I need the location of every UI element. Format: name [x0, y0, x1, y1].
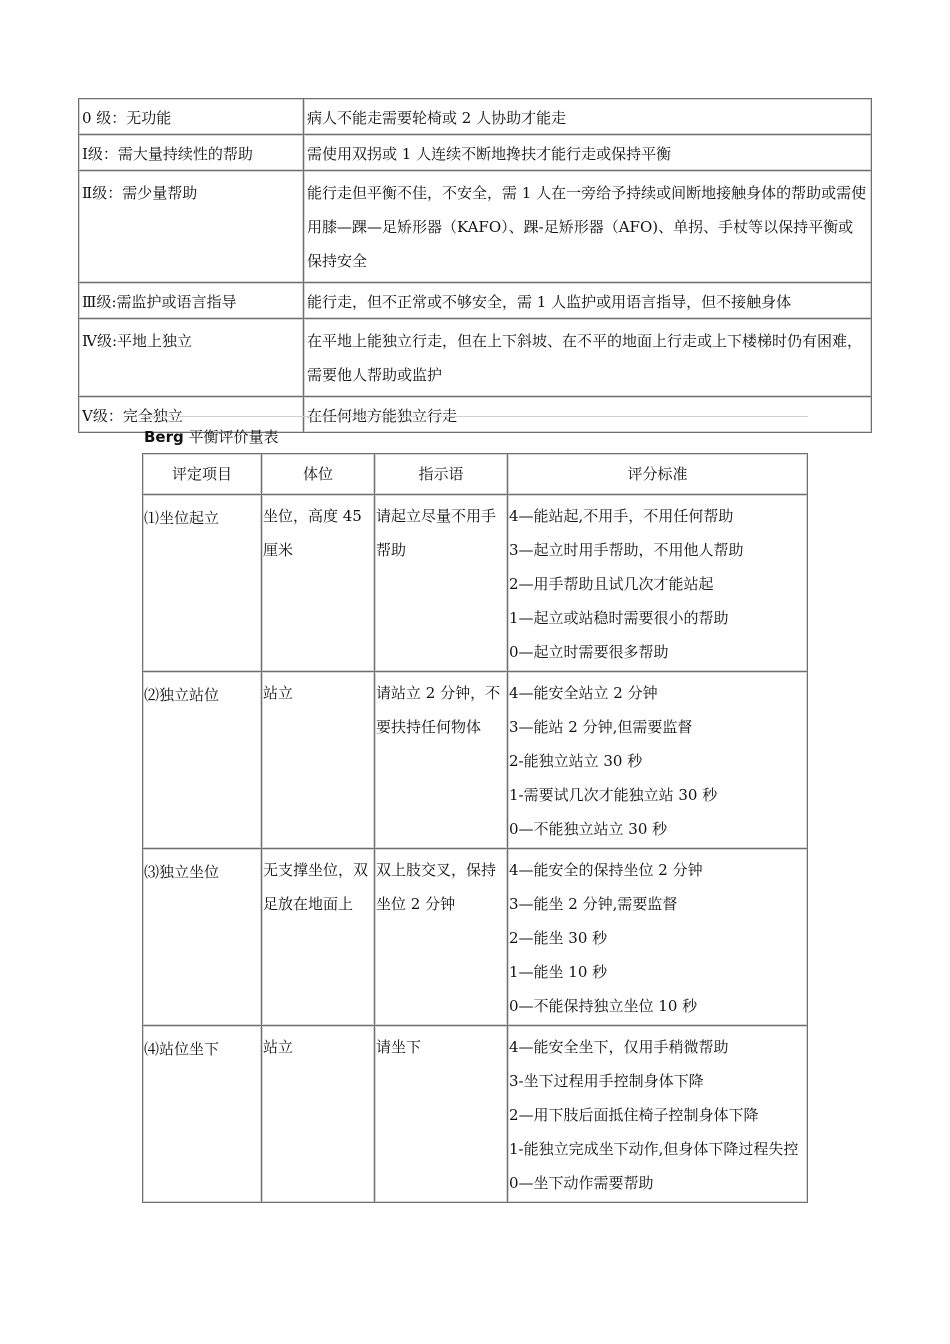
header-instruction: 指示语 — [375, 454, 508, 495]
criterion: 1-需要试几次才能独立站 30 秒 — [509, 786, 718, 804]
item-label: ⑷站位坐下 — [144, 1040, 220, 1058]
grade-cell: Ⅲ级:需监护或语言指导 — [79, 283, 304, 319]
criteria-cell — [508, 1026, 808, 1203]
instruction-text: 请起立尽量不用手帮助 — [376, 507, 497, 559]
table-row — [79, 99, 872, 135]
table-row — [143, 1026, 808, 1203]
item-cell — [143, 495, 262, 672]
table-row — [79, 171, 872, 283]
criterion: 3—能站 2 分钟,但需要监督 — [509, 718, 693, 736]
criterion: 0—坐下动作需要帮助 — [509, 1174, 654, 1192]
item-cell — [143, 672, 262, 849]
position-cell — [262, 495, 375, 672]
criterion: 3-坐下过程用手控制身体下降 — [509, 1072, 704, 1090]
instruction-cell — [375, 672, 508, 849]
criterion: 0—不能保持独立坐位 10 秒 — [509, 997, 698, 1015]
instruction-cell — [375, 495, 508, 672]
header-criteria: 评分标准 — [508, 454, 808, 495]
criteria-cell — [508, 672, 808, 849]
berg-scale-table — [142, 453, 808, 1203]
position-cell — [262, 849, 375, 1026]
position-cell — [262, 1026, 375, 1203]
position-text: 坐位，高度 45 厘米 — [263, 507, 362, 559]
criteria-cell — [508, 495, 808, 672]
berg-scale-title — [142, 416, 808, 453]
criterion: 1—能坐 10 秒 — [509, 963, 608, 981]
criterion: 2—用下肢后面抵住椅子控制身体下降 — [509, 1106, 759, 1124]
criterion: 2—用手帮助且试几次才能站起 — [509, 575, 714, 593]
grade-cell: Ⅱ级：需少量帮助 — [79, 171, 304, 283]
instruction-cell — [375, 849, 508, 1026]
header-row — [143, 454, 808, 495]
position-text: 站立 — [263, 684, 294, 702]
criterion: 4—能安全站立 2 分钟 — [509, 684, 658, 702]
grade-cell: Ⅳ级:平地上独立 — [79, 319, 304, 397]
grade-desc-cell: 在平地上能独立行走，但在上下斜坡、在不平的地面上行走或上下楼梯时仍有困难，需要他人帮助或监护 — [304, 319, 872, 397]
berg-scale-section — [142, 416, 808, 1203]
grade-desc-cell: 在任何地方能独立行走 — [304, 397, 872, 433]
criterion: 0—起立时需要很多帮助 — [509, 643, 669, 661]
criterion: 4—能安全坐下，仅用手稍微帮助 — [509, 1038, 729, 1056]
item-label: ⑵独立站位 — [144, 686, 220, 704]
criterion: 3—能坐 2 分钟,需要监督 — [509, 895, 678, 913]
criterion: 0—不能独立站立 30 秒 — [509, 820, 668, 838]
criterion: 1-能独立完成坐下动作,但身体下降过程失控 — [509, 1140, 799, 1158]
instruction-cell — [375, 1026, 508, 1203]
criterion: 2-能独立站立 30 秒 — [509, 752, 643, 770]
table-row — [143, 849, 808, 1026]
gait-grade-table — [78, 98, 872, 433]
grade-cell: Ⅰ级：需大量持续性的帮助 — [79, 135, 304, 171]
grade-cell: 0 级：无功能 — [79, 99, 304, 135]
header-position: 体位 — [262, 454, 375, 495]
item-cell — [143, 849, 262, 1026]
table-row — [79, 319, 872, 397]
position-text: 站立 — [263, 1038, 294, 1056]
grade-desc-cell: 病人不能走需要轮椅或 2 人协助才能走 — [304, 99, 872, 135]
table-row — [143, 495, 808, 672]
header-item: 评定项目 — [143, 454, 262, 495]
grade-desc-cell: 能行走，但不正常或不够安全，需 1 人监护或用语言指导，但不接触身体 — [304, 283, 872, 319]
criterion: 4—能站起,不用手，不用任何帮助 — [509, 507, 734, 525]
table-row — [143, 672, 808, 849]
criterion: 4—能安全的保持坐位 2 分钟 — [509, 861, 703, 879]
instruction-text: 双上肢交叉，保持坐位 2 分钟 — [376, 861, 497, 913]
grade-desc-cell: 能行走但平衡不佳，不安全，需 1 人在一旁给予持续或间断地接触身体的帮助或需使用膝—踝—足矫形器（KAFO）、踝-足矫形器（AFO)、单拐、手杖等以保持平衡或保持安全 — [304, 171, 872, 283]
instruction-text: 请站立 2 分钟，不要扶持任何物体 — [376, 684, 501, 736]
criteria-cell — [508, 849, 808, 1026]
title-rest: 平衡评价量表 — [183, 428, 279, 446]
item-label: ⑴坐位起立 — [144, 509, 220, 527]
position-cell — [262, 672, 375, 849]
criterion: 1—起立或站稳时需要很小的帮助 — [509, 609, 729, 627]
item-label: ⑶独立坐位 — [144, 863, 220, 881]
item-cell — [143, 1026, 262, 1203]
instruction-text: 请坐下 — [376, 1038, 422, 1056]
grade-desc-cell: 需使用双拐或 1 人连续不断地搀扶才能行走或保持平衡 — [304, 135, 872, 171]
title-bold: Berg — [144, 428, 184, 446]
criterion: 2—能坐 30 秒 — [509, 929, 608, 947]
table-row — [79, 283, 872, 319]
table-row — [79, 135, 872, 171]
grade-cell: Ⅴ级：完全独立 — [79, 397, 304, 433]
criterion: 3—起立时用手帮助，不用他人帮助 — [509, 541, 744, 559]
position-text: 无支撑坐位，双足放在地面上 — [263, 861, 369, 913]
